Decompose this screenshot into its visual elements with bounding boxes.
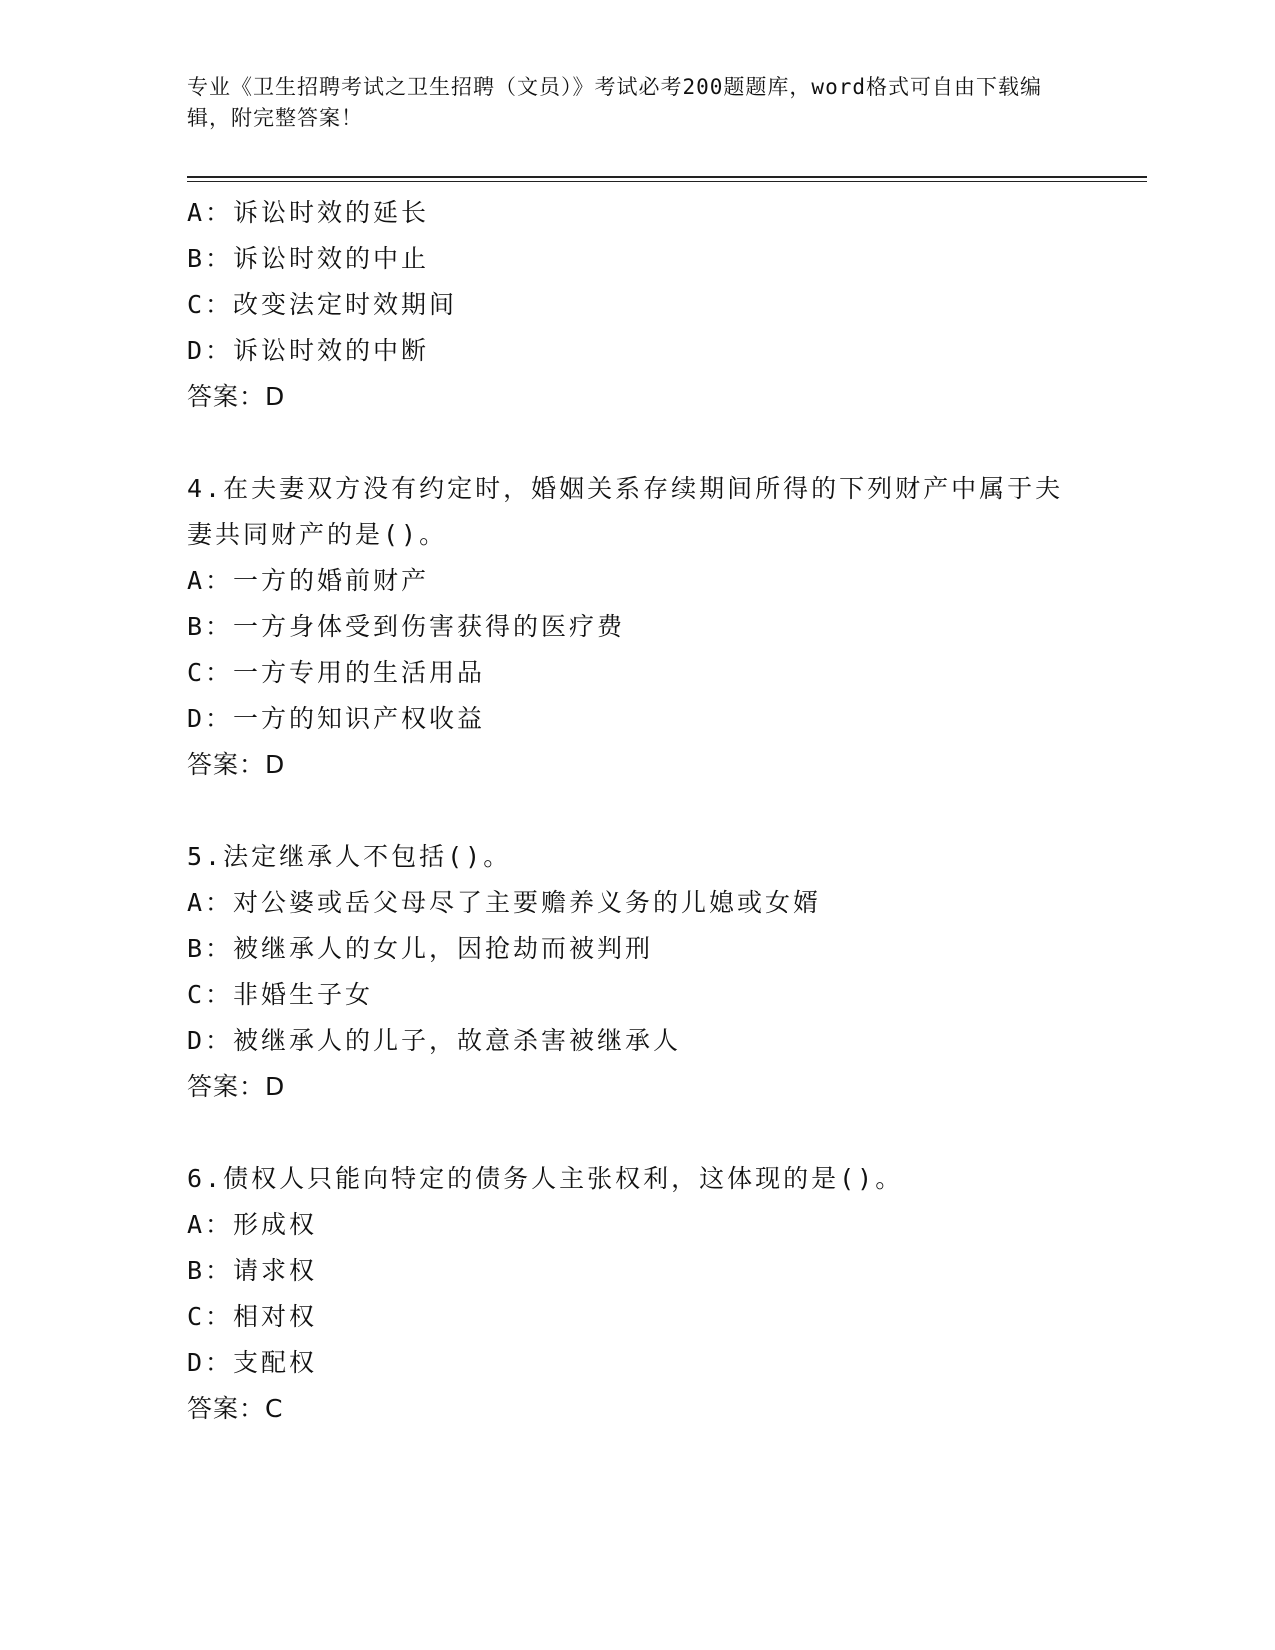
option-b: B：一方身体受到伤害获得的医疗费 bbox=[187, 612, 626, 641]
question-block-4 bbox=[187, 466, 1147, 788]
answer: 答案：C bbox=[187, 1394, 284, 1423]
option-b: B：被继承人的女儿，因抢劫而被判刑 bbox=[187, 934, 654, 963]
question-list bbox=[187, 190, 1147, 1432]
option-a: A：诉讼时效的延长 bbox=[187, 198, 430, 227]
header-rule-thick bbox=[187, 176, 1147, 178]
answer: 答案：D bbox=[187, 382, 286, 411]
question-stem: 6.债权人只能向特定的债务人主张权利，这体现的是()。 bbox=[187, 1164, 904, 1193]
option-c: C：非婚生子女 bbox=[187, 980, 374, 1009]
option-a: A：形成权 bbox=[187, 1210, 318, 1239]
question-block-3 bbox=[187, 190, 1147, 420]
option-b: B：请求权 bbox=[187, 1256, 318, 1285]
question-stem: 5.法定继承人不包括()。 bbox=[187, 842, 512, 871]
option-d: D：被继承人的儿子，故意杀害被继承人 bbox=[187, 1026, 682, 1055]
question-stem: 4.在夫妻双方没有约定时，婚姻关系存续期间所得的下列财产中属于夫妻共同财产的是()。 bbox=[187, 474, 1064, 549]
answer: 答案：D bbox=[187, 1072, 286, 1101]
option-a: A：对公婆或岳父母尽了主要赡养义务的儿媳或女婿 bbox=[187, 888, 822, 917]
document-header: 专业《卫生招聘考试之卫生招聘（文员）》考试必考200题题库，word格式可自由下载编辑，附完整答案！ bbox=[187, 75, 1042, 130]
option-c: C：一方专用的生活用品 bbox=[187, 658, 486, 687]
option-a: A：一方的婚前财产 bbox=[187, 566, 430, 595]
option-d: D：一方的知识产权收益 bbox=[187, 704, 486, 733]
header-rule-thin bbox=[187, 181, 1147, 182]
option-c: C：改变法定时效期间 bbox=[187, 290, 458, 319]
option-b: B：诉讼时效的中止 bbox=[187, 244, 430, 273]
option-d: D：支配权 bbox=[187, 1348, 318, 1377]
question-block-6 bbox=[187, 1156, 1147, 1432]
question-block-5 bbox=[187, 834, 1147, 1110]
option-d: D：诉讼时效的中断 bbox=[187, 336, 430, 365]
answer: 答案：D bbox=[187, 750, 286, 779]
option-c: C：相对权 bbox=[187, 1302, 318, 1331]
